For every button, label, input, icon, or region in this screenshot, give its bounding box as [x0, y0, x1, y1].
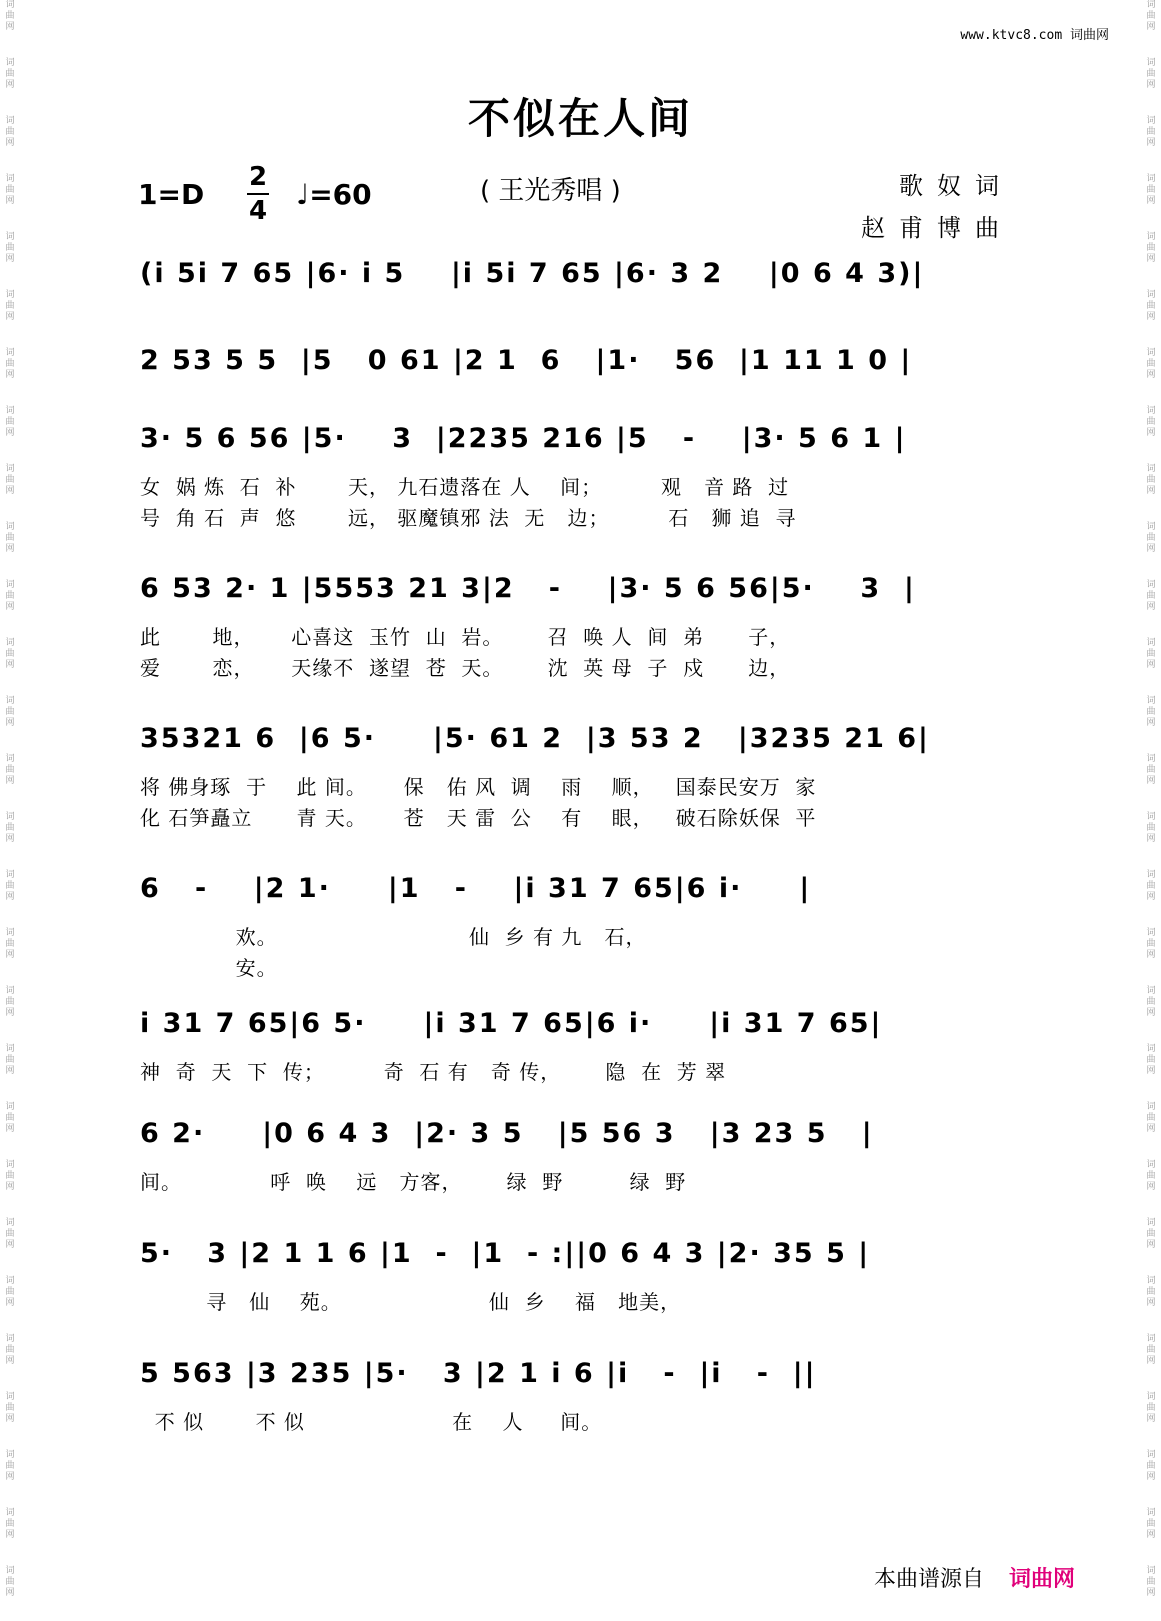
- watermark-text: 词曲网: [1146, 0, 1156, 32]
- watermark-text: 词曲网: [1146, 812, 1156, 844]
- watermark-text: 词曲网: [1146, 1450, 1156, 1482]
- left-watermark-column: [2, 0, 18, 1621]
- lyric-line: 神 奇 天 下 传； 奇 石 有 奇 传， 隐 在 芳 翠: [140, 1060, 727, 1084]
- watermark-text: 词曲网: [5, 754, 15, 786]
- url-text[interactable]: www.ktvc8.com: [960, 28, 1063, 43]
- watermark-text: 词曲网: [1146, 1044, 1156, 1076]
- notation-line: 2 53 5 5 |5 0 61 |2 1 6 |1· 56 |1 11 1 0 |: [140, 345, 913, 376]
- watermark-text: 词曲网: [1146, 1102, 1156, 1134]
- notation-line: 6 53 2· 1 |5553 21 3|2 - |3· 5 6 56|5· 3 |: [140, 573, 916, 604]
- watermark-text: 词曲网: [1146, 232, 1156, 264]
- watermark-text: 词曲网: [1146, 928, 1156, 960]
- watermark-text: 词曲网: [5, 1160, 15, 1192]
- watermark-text: 词曲网: [5, 580, 15, 612]
- watermark-text: 词曲网: [5, 1102, 15, 1134]
- lyric-line: 爱 恋， 天缘不 遂望 苍 天。 沈 英 母 子 戍 边，: [140, 656, 791, 680]
- watermark-text: 词曲网: [1146, 638, 1156, 670]
- lyric-line: 将 佛身琢 于 此 间。 保 佑 风 调 雨 顺， 国泰民安万 家: [140, 775, 817, 799]
- watermark-text: 词曲网: [1146, 522, 1156, 554]
- watermark-text: 词曲网: [1146, 348, 1156, 380]
- watermark-text: 词曲网: [1146, 1334, 1156, 1366]
- watermark-text: 词曲网: [5, 406, 15, 438]
- watermark-text: 词曲网: [1146, 58, 1156, 90]
- watermark-text: 词曲网: [5, 1450, 15, 1482]
- watermark-text: 词曲网: [5, 812, 15, 844]
- site-name: 词曲网: [1069, 28, 1109, 43]
- watermark-text: 词曲网: [5, 290, 15, 322]
- watermark-text: 词曲网: [5, 1218, 15, 1250]
- watermark-text: 词曲网: [1146, 1160, 1156, 1192]
- right-watermark-column: [1143, 0, 1159, 1621]
- lyric-line: 女 娲 炼 石 补 天， 九石遗落在 人 间； 观 音 路 过: [140, 475, 790, 499]
- watermark-text: 词曲网: [1146, 290, 1156, 322]
- notation-line: 5· 3 |2 1 1 6 |1 - |1 - :||0 6 4 3 |2· 35 5 |: [140, 1238, 871, 1269]
- watermark-text: 词曲网: [5, 58, 15, 90]
- watermark-text: 词曲网: [5, 174, 15, 206]
- watermark-text: 词曲网: [1146, 1276, 1156, 1308]
- watermark-text: 词曲网: [5, 1566, 15, 1598]
- notation-line: 5 563 |3 235 |5· 3 |2 1 i 6 |i - |i - ||: [140, 1358, 817, 1389]
- lyric-line: 寻 仙 苑。 仙 乡 福 地美，: [140, 1290, 682, 1314]
- watermark-text: 词曲网: [1146, 174, 1156, 206]
- watermark-text: 词曲网: [1146, 870, 1156, 902]
- lyric-line: 此 地， 心喜这 玉竹 山 岩。 召 唤 人 间 弟 子，: [140, 625, 791, 649]
- time-top: 2: [248, 162, 268, 192]
- watermark-text: 词曲网: [1146, 406, 1156, 438]
- watermark-text: 词曲网: [1146, 1566, 1156, 1598]
- lyric-line: 不 似 不 似 在 人 间。: [140, 1410, 603, 1434]
- lyric-line: 号 角 石 声 悠 远， 驱魔镇邪 法 无 边； 石 狮 追 寻: [140, 506, 797, 530]
- singer-credit: ( 王光秀唱 ): [480, 176, 621, 206]
- watermark-text: 词曲网: [1146, 1508, 1156, 1540]
- watermark-text: 词曲网: [1146, 986, 1156, 1018]
- lyricist-credit: 歌奴词: [899, 172, 1013, 200]
- time-divider: [247, 193, 269, 195]
- lyric-line: 安。: [140, 956, 278, 980]
- tempo-marking: ♩=60: [296, 178, 372, 211]
- watermark-text: 词曲网: [5, 464, 15, 496]
- watermark-text: 词曲网: [5, 928, 15, 960]
- watermark-text: 词曲网: [5, 116, 15, 148]
- watermark-text: 词曲网: [5, 522, 15, 554]
- watermark-text: 词曲网: [5, 638, 15, 670]
- watermark-text: 词曲网: [5, 986, 15, 1018]
- time-signature: [246, 162, 270, 226]
- watermark-text: 词曲网: [5, 870, 15, 902]
- footer-source: [874, 1562, 1075, 1593]
- watermark-text: 词曲网: [5, 1334, 15, 1366]
- site-url[interactable]: [960, 24, 1109, 43]
- key-signature: 1=D: [138, 178, 205, 211]
- watermark-text: 词曲网: [5, 696, 15, 728]
- watermark-text: 词曲网: [1146, 116, 1156, 148]
- watermark-text: 词曲网: [5, 0, 15, 32]
- watermark-text: 词曲网: [1146, 696, 1156, 728]
- watermark-text: 词曲网: [5, 1044, 15, 1076]
- watermark-text: 词曲网: [1146, 580, 1156, 612]
- song-title: 不似在人间: [467, 94, 693, 143]
- lyric-line: 欢。 仙 乡 有 九 石，: [140, 925, 647, 949]
- watermark-text: 词曲网: [1146, 464, 1156, 496]
- composer-credit: 赵甫博曲: [861, 214, 1013, 242]
- watermark-text: 词曲网: [1146, 754, 1156, 786]
- watermark-text: 词曲网: [5, 348, 15, 380]
- watermark-text: 词曲网: [1146, 1392, 1156, 1424]
- lyric-line: 间。 呼 唤 远 方客， 绿 野 绿 野: [140, 1170, 687, 1194]
- watermark-text: 词曲网: [5, 1276, 15, 1308]
- time-bottom: 4: [248, 196, 268, 226]
- footer-source-text: 本曲谱源自: [873, 1567, 984, 1592]
- watermark-text: 词曲网: [5, 232, 15, 264]
- watermark-text: 词曲网: [1146, 1218, 1156, 1250]
- notation-line: 35321 6 |6 5· |5· 61 2 |3 53 2 |3235 21 6|: [140, 723, 930, 754]
- watermark-text: 词曲网: [5, 1392, 15, 1424]
- lyric-line: 化 石笋矗立 青 天。 苍 天 雷 公 有 眼， 破石除妖保 平: [140, 806, 817, 830]
- watermark-text: 词曲网: [5, 1508, 15, 1540]
- footer-brand-link[interactable]: 词曲网: [1008, 1567, 1075, 1592]
- notation-line: (i 5i 7 65 |6· i 5 |i 5i 7 65 |6· 3 2 |0 6 4 3)|: [140, 258, 925, 289]
- notation-line: i 31 7 65|6 5· |i 31 7 65|6 i· |i 31 7 65|: [140, 1008, 883, 1039]
- notation-line: 3· 5 6 56 |5· 3 |2235 216 |5 - |3· 5 6 1 |: [140, 423, 907, 454]
- notation-line: 6 2· |0 6 4 3 |2· 3 5 |5 56 3 |3 23 5 |: [140, 1118, 874, 1149]
- notation-line: 6 - |2 1· |1 - |i 31 7 65|6 i· |: [140, 873, 812, 904]
